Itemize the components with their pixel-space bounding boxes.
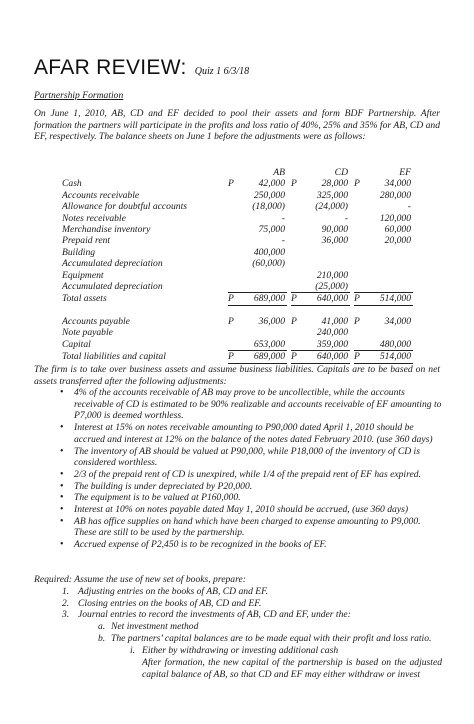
list-item: • The inventory of AB should be valued at P90,000, while P18,000 of the inventory of CD is considered worthless. — [60, 445, 420, 469]
header-cd: CD — [334, 167, 348, 178]
list-item: 2. Closing entries on the books of AB, CD and EF. — [62, 597, 262, 609]
list-item: a. Net investment method — [98, 621, 199, 632]
bullet-icon: • — [60, 387, 64, 398]
header-ef: EF — [399, 167, 411, 178]
bullet-icon: • — [60, 468, 64, 480]
total-assets-row: Total assets P 689,000 P 640,000 P 514,000 — [62, 293, 411, 305]
list-item: i. Either by withdrawing or investing additional cash — [130, 645, 339, 656]
table-row: Accounts receivable 250,000 325,000 280,000 — [62, 189, 411, 201]
table-header-row — [62, 167, 413, 178]
table-row: Allowance for doubtful accounts (18,000) (24,000) - — [62, 201, 411, 213]
bullet-icon: • — [60, 539, 64, 551]
required-label: Required: Assume the use of new set of books, prepare: — [34, 574, 246, 585]
total-liabilities-row: Total liabilities and capital P 689,000 P 640,000 P 514,000 — [62, 351, 411, 363]
table-row: Equipment 210,000 — [62, 269, 348, 281]
bullet-icon: • — [60, 515, 64, 527]
assets-body — [62, 178, 413, 363]
list-item: • The building is under depreciated by P20,000. — [60, 480, 253, 492]
sub-sub-list — [132, 645, 442, 657]
table-row: Notes receivable - - 120,000 — [62, 212, 411, 224]
balance-sheet-table — [62, 167, 413, 364]
list-item: • 2/3 of the prepaid rent of CD is unexpired, while 1/4 of the prepaid rent of EF has expired. — [60, 468, 421, 480]
list-item: • Interest at 15% on notes receivable amounting to P90,000 dated April 1, 2010 should be accrued and interest at 12% on the balance of the notes dated February 2010. (use 360 days) — [60, 422, 433, 445]
bullet-icon: • — [60, 422, 64, 434]
list-item: 1. Adjusting entries on the books of AB, CD and EF. — [62, 586, 269, 597]
table-row: Cash P 42,000 P 28,000 P 34,000 — [62, 178, 411, 190]
table-row: Building 400,000 — [62, 246, 285, 258]
required-list — [62, 586, 442, 621]
bullet-icon: • — [60, 480, 64, 492]
adjustments-list — [62, 387, 442, 551]
table-row: Capital 653,000 359,000 480,000 — [62, 338, 411, 350]
bullet-icon: • — [60, 492, 64, 504]
list-item: • 4% of the accounts receivable of AB may prove to be uncollectible, while the accounts receivable of CD is estimated to be 90% realizable and accounts receivable of EF amounting to P7,000 is deemed worthless. — [60, 387, 442, 422]
list-item: • AB has office supplies on hand which have been charged to expense amounting to P9,000. These are still to be used by the partnership. — [60, 515, 421, 539]
table-row: Prepaid rent - 36,000 20,000 — [62, 235, 411, 247]
table-row: Merchandise inventory 75,000 90,000 60,000 — [62, 224, 411, 236]
bullet-icon: • — [60, 504, 64, 516]
table-row: Accounts payable P 36,000 P 41,000 P 34,000 — [62, 315, 411, 327]
sub-list — [98, 621, 442, 644]
page-title — [34, 56, 249, 80]
list-item: b. The partners’ capital balances are to be made equal with their profit and loss ratio. — [98, 632, 432, 644]
table-row: Accumulated depreciation (60,000) — [62, 258, 285, 270]
quiz-label: Quiz 1 6/3/18 — [194, 66, 250, 77]
table-row: Note payable 240,000 — [62, 327, 348, 339]
list-item: • Interest at 10% on notes payable dated May 1, 2010 should be accrued, (use 360 days) — [60, 504, 409, 516]
section-heading: Partnership Formation — [34, 90, 124, 101]
intro-paragraph: On June 1, 2010, AB, CD and EF decided to pool their assets and form BDF Partnership. After formation the partners will participate in the profits and loss ratio of 40%, 25% and 35% for AB, CD and EF, respectively. The balance sheets on June 1 before the adjustments were as follows: — [34, 108, 440, 143]
list-item: • The equipment is to be valued at P160,000. — [60, 492, 241, 504]
bullet-icon: • — [60, 445, 64, 457]
firm-paragraph: The firm is to take over business assets and assume business liabilities. Capitals are to be based on net assets transferred after the following adjustments: — [34, 364, 440, 387]
list-item: • Accrued expense of P2,450 is to be recognized in the books of EF. — [60, 539, 327, 551]
table-row: Accumulated depreciation (25,000) — [62, 281, 348, 293]
list-item: 3. Journal entries to record the investments of AB, CD and EF, under the: — [62, 609, 351, 621]
after-formation-paragraph: After formation, the new capital of the partnership is based on the adjusted capital balance of AB, so that CD and EF may either withdraw or invest — [142, 657, 442, 680]
title-text: AFAR REVIEW: — [34, 56, 187, 79]
header-ab: AB — [273, 167, 285, 178]
